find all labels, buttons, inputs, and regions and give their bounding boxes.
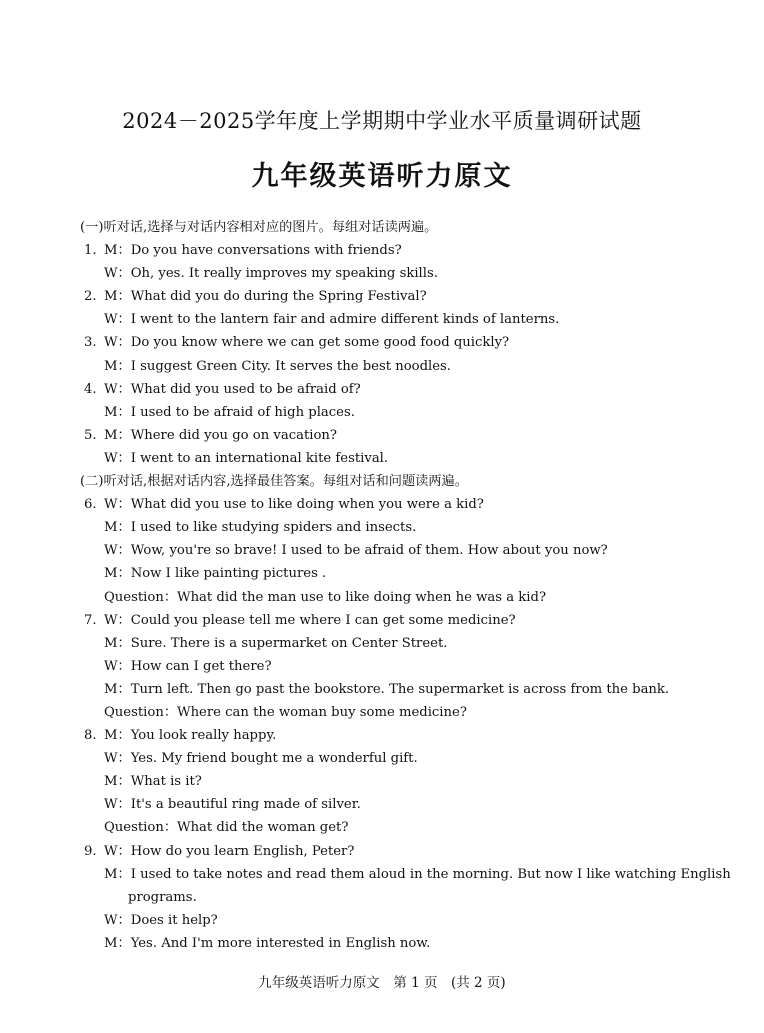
q9-line-2-continued: programs.: [128, 889, 197, 905]
q1-line-2: W：Oh, yes. It really improves my speaking skills.: [104, 266, 438, 282]
q9-number: 9.: [84, 843, 97, 859]
q1-speaker-a: M：Do you have conversations with friends?: [104, 243, 402, 259]
q6-number: 6.: [84, 497, 97, 513]
q5-line-2: W：I went to an international kite festival.: [104, 450, 389, 466]
q3-line-1: [84, 331, 704, 354]
q7-speaker-a: W：Could you please tell me where I can get some medicine?: [104, 612, 516, 628]
q2-speaker-a: M：What did you do during the Spring Festival?: [104, 289, 427, 305]
q9-line-1: [84, 840, 704, 863]
q8-line-2: W：Yes. My friend bought me a wonderful gift.: [104, 751, 418, 767]
q6-question: Question：What did the man use to like doing when he was a kid?: [104, 589, 547, 605]
q9-line-2: M：I used to take notes and read them aloud in the morning. But now I like watching English: [104, 866, 731, 882]
q1-number: 1.: [84, 243, 97, 259]
q6-line-4: M：Now I like painting pictures .: [104, 566, 327, 582]
q1-line-1: [84, 239, 704, 262]
q5-speaker-a: M：Where did you go on vacation?: [104, 427, 337, 443]
q7-line-1: [84, 609, 704, 632]
page-footer: 九年级英语听力原文 第 1 页 (共 2 页): [258, 975, 506, 991]
q6-line-1: [84, 493, 704, 516]
q3-line-2: M：I suggest Green City. It serves the best noodles.: [104, 358, 452, 374]
q8-line-1: [84, 724, 704, 747]
document-title: 2024－2025学年度上学期期中学业水平质量调研试题: [122, 109, 642, 133]
q5-line-1: [84, 424, 704, 447]
q8-line-3: M：What is it?: [104, 774, 202, 790]
q4-line-2: M：I used to be afraid of high places.: [104, 404, 355, 420]
q7-number: 7.: [84, 612, 97, 628]
section-heading-2: (二)听对话,根据对话内容,选择最佳答案。每组对话和问题读两遍。: [80, 474, 468, 490]
q7-question: Question：Where can the woman buy some medicine?: [104, 704, 467, 720]
q5-number: 5.: [84, 427, 97, 443]
q4-speaker-a: W：What did you used to be afraid of?: [104, 381, 361, 397]
q2-line-1: [84, 285, 704, 308]
q7-line-4: M：Turn left. Then go past the bookstore. The supermarket is across from the bank.: [104, 681, 670, 697]
q8-question: Question：What did the woman get?: [104, 820, 349, 836]
q9-line-3: W：Does it help?: [104, 912, 218, 928]
section-heading-1: (一)听对话,选择与对话内容相对应的图片。每组对话读两遍。: [80, 220, 438, 235]
q6-speaker-a: W：What did you use to like doing when you were a kid?: [104, 497, 484, 513]
q9-line-4: M：Yes. And I'm more interested in English now.: [104, 935, 431, 951]
transcript-body: [80, 216, 731, 955]
document-subtitle: 九年级英语听力原文: [251, 161, 513, 192]
q4-line-1: [84, 378, 704, 401]
q7-line-2: M：Sure. There is a supermarket on Center Street.: [104, 635, 448, 651]
q8-number: 8.: [84, 728, 97, 744]
q6-line-2: M：I used to like studying spiders and insects.: [104, 520, 417, 536]
q7-line-3: W：How can I get there?: [104, 658, 272, 674]
q8-speaker-a: M：You look really happy.: [104, 728, 277, 744]
q4-number: 4.: [84, 381, 97, 397]
q3-number: 3.: [84, 335, 97, 351]
q6-line-3: W：Wow, you're so brave! I used to be afraid of them. How about you now?: [104, 543, 608, 559]
q2-number: 2.: [84, 289, 97, 305]
q9-speaker-a: W：How do you learn English, Peter?: [104, 843, 355, 859]
q8-line-4: W：It's a beautiful ring made of silver.: [104, 797, 361, 813]
q3-speaker-a: W：Do you know where we can get some good food quickly?: [104, 335, 510, 351]
q2-line-2: W：I went to the lantern fair and admire different kinds of lanterns.: [104, 312, 560, 328]
